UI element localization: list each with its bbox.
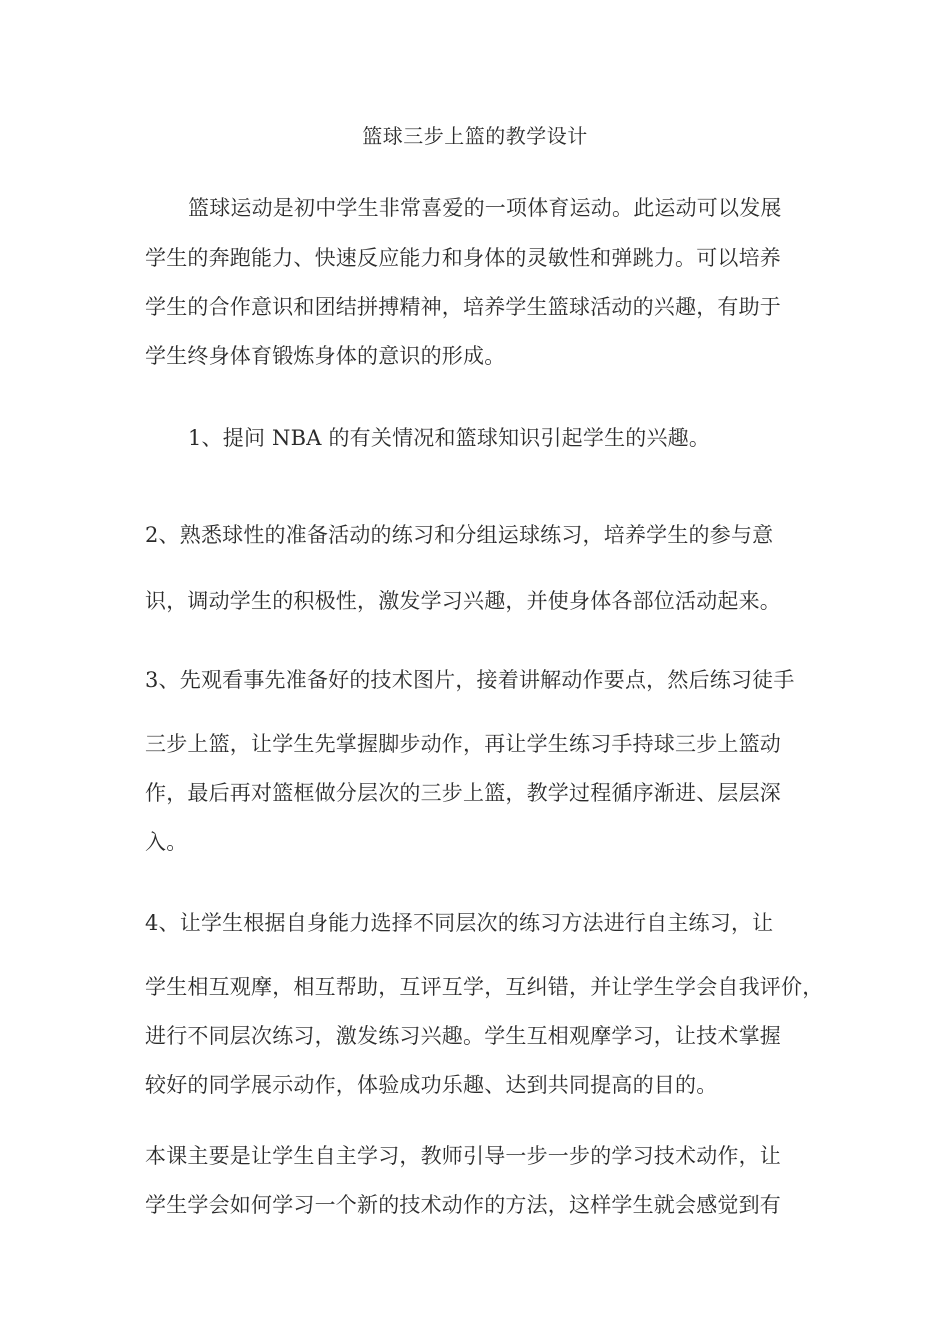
- list-item-4-line: 学生相互观摩，相互帮助，互评互学，互纠错，并让学生学会自我评价，: [145, 975, 824, 999]
- list-item-4-line: 较好的同学展示动作，体验成功乐趣、达到共同提高的目的。: [145, 1073, 718, 1097]
- list-item-1: 1、提问 NBA 的有关情况和篮球知识引起学生的兴趣。: [188, 426, 711, 450]
- summary-line: 本课主要是让学生自主学习，教师引导一步一步的学习技术动作，让: [145, 1144, 781, 1168]
- list-item-2-line: 识，调动学生的积极性，激发学习兴趣，并使身体各部位活动起来。: [145, 589, 781, 613]
- list-item-3-line: 三步上篮，让学生先掌握脚步动作，再让学生练习手持球三步上篮动: [145, 732, 781, 756]
- paragraph-line: 篮球运动是初中学生非常喜爱的一项体育运动。此运动可以发展: [188, 196, 782, 220]
- list-item-4-line: 4、让学生根据自身能力选择不同层次的练习方法进行自主练习，让: [145, 911, 774, 935]
- paragraph-line: 学生终身体育锻炼身体的意识的形成。: [145, 344, 506, 368]
- list-item-2-line: 2、熟悉球性的准备活动的练习和分组运球练习，培养学生的参与意: [145, 523, 774, 547]
- document-title: 篮球三步上篮的教学设计: [362, 124, 588, 148]
- list-item-3-line: 入。: [145, 830, 188, 854]
- list-item-3-line: 3、先观看事先准备好的技术图片，接着讲解动作要点，然后练习徒手: [145, 668, 795, 692]
- list-item-3-line: 作，最后再对篮框做分层次的三步上篮，教学过程循序渐进、层层深: [145, 781, 781, 805]
- paragraph-line: 学生的奔跑能力、快速反应能力和身体的灵敏性和弹跳力。可以培养: [145, 246, 781, 270]
- paragraph-line: 学生的合作意识和团结拼搏精神，培养学生篮球活动的兴趣，有助于: [145, 295, 781, 319]
- summary-line: 学生学会如何学习一个新的技术动作的方法，这样学生就会感觉到有: [145, 1193, 781, 1217]
- list-item-4-line: 进行不同层次练习，激发练习兴趣。学生互相观摩学习，让技术掌握: [145, 1024, 781, 1048]
